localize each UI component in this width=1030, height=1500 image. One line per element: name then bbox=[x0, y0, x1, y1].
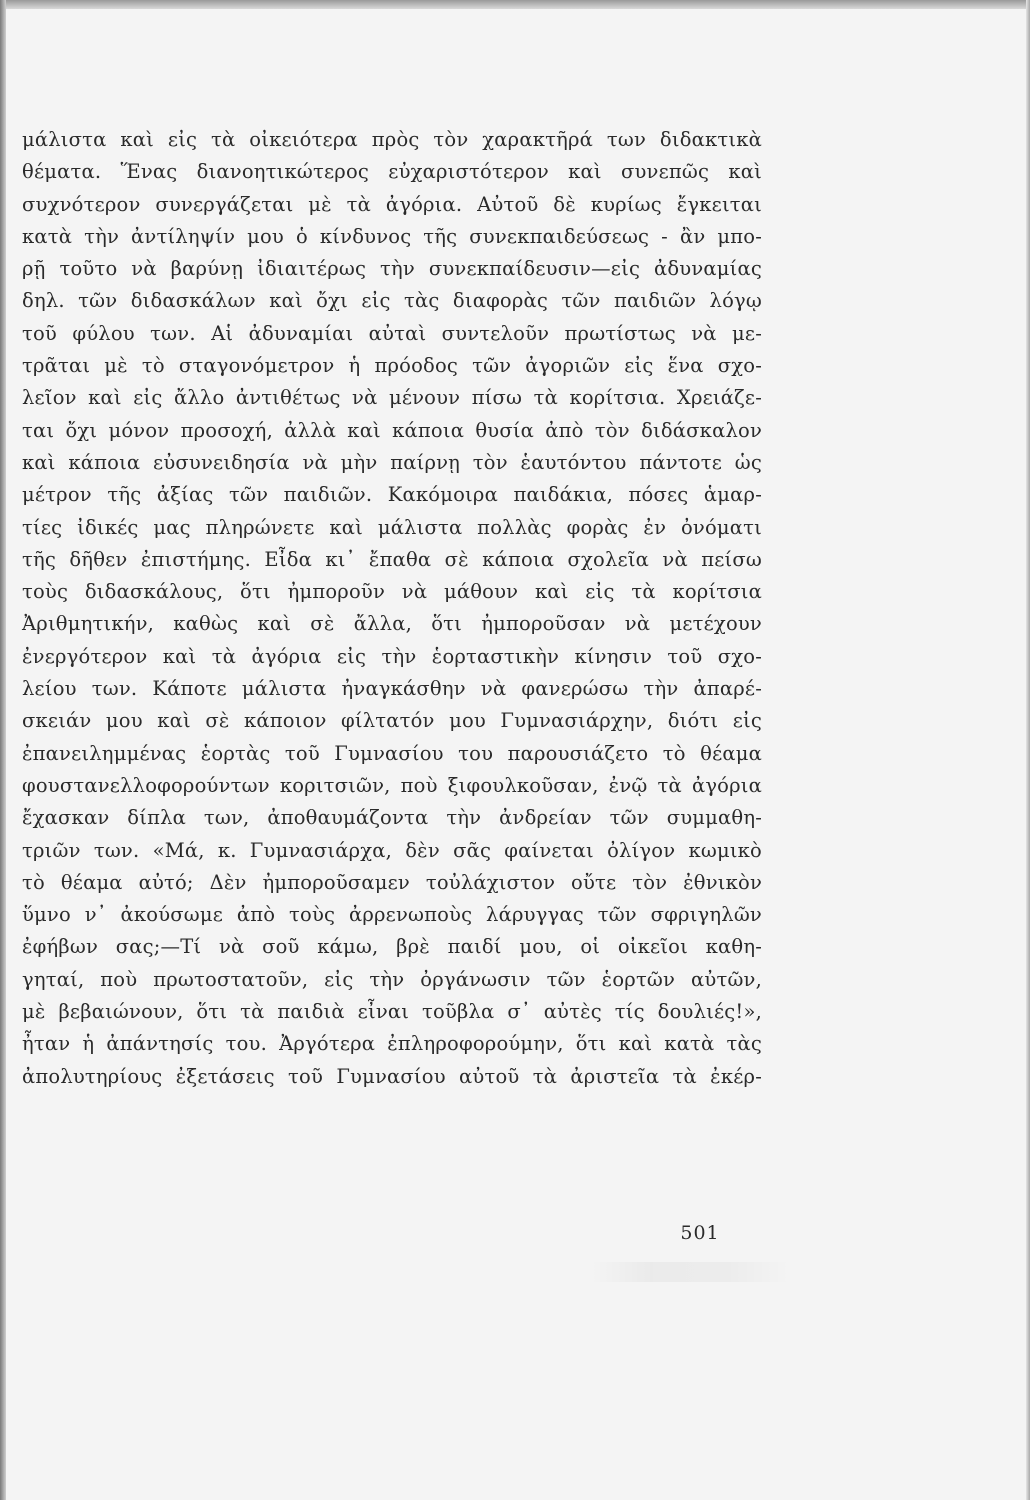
text-line: τρᾶται μὲ τὸ σταγονόμετρον ἡ πρόοδος τῶν ἀγοριῶν εἰς ἕνα σχο- bbox=[22, 354, 762, 378]
text-line: τίες ἰδικές μας πληρώνετε καὶ μάλιστα πολλὰς φορὰς ἐν ὀνόματι bbox=[22, 515, 762, 539]
text-line: ἔχασκαν δίπλα των, ἀποθαυμάζοντα τὴν ἀνδρείαν τῶν συμμαθη- bbox=[22, 806, 762, 830]
text-line: μάλιστα καὶ εἰς τὰ οἰκειότερα πρὸς τὸν χαρακτῆρά των διδακτικὰ bbox=[22, 128, 762, 151]
text-line: μὲ βεβαιώνουν, ὅτι τὰ παιδιὰ εἶναι τοῦβλα σ᾽ αὐτὲς τίς δουλιές!», bbox=[22, 1000, 762, 1024]
text-line: γηταί, ποὺ πρωτοστατοῦν, εἰς τὴν ὀργάνωσιν τῶν ἑορτῶν αὐτῶν, bbox=[22, 967, 762, 991]
text-line: ἐφήβων σας;—Τί νὰ σοῦ κάμω, βρὲ παιδί μου, οἱ οἰκεῖοι καθη- bbox=[22, 935, 762, 959]
text-line: τὸ θέαμα αὐτό; Δὲν ἠμποροῦσαμεν τοὐλάχιστον οὔτε τὸν ἐθνικὸν bbox=[22, 870, 762, 894]
text-line: φουστανελλοφορούντων κοριτσιῶν, ποὺ ξιφουλκοῦσαν, ἐνῷ τὰ ἀγόρια bbox=[22, 773, 762, 797]
text-line: τῆς δῆθεν ἐπιστήμης. Εἶδα κι᾽ ἔπαθα σὲ κάποια σχολεῖα νὰ πείσω bbox=[22, 547, 762, 571]
text-line: λεῖον καὶ εἰς ἄλλο ἀντιθέτως νὰ μένουν πίσω τὰ κορίτσια. Χρειάζε- bbox=[22, 386, 762, 410]
text-line: ἀπολυτηρίους ἐξετάσεις τοῦ Γυμνασίου αὐτοῦ τὰ ἀριστεῖα τὰ ἐκέρ- bbox=[22, 1064, 762, 1088]
text-line: τοῦ φύλου των. Αἱ ἀδυναμίαι αὐταὶ συντελοῦν πρωτίστως νὰ με- bbox=[22, 321, 762, 345]
text-line: ὕμνο ν᾽ ἀκούσωμε ἀπὸ τοὺς ἀρρενωποὺς λάρυγγας τῶν σφριγηλῶν bbox=[22, 903, 762, 927]
text-line: συχνότερον συνεργάζεται μὲ τὰ ἀγόρια. Αὐτοῦ δὲ κυρίως ἔγκειται bbox=[22, 192, 762, 216]
text-line: ἦταν ἡ ἀπάντησίς του. Ἀργότερα ἐπληροφορούμην, ὅτι καὶ κατὰ τὰς bbox=[22, 1032, 762, 1056]
scan-top-edge bbox=[0, 0, 1030, 9]
scan-right-edge bbox=[1026, 0, 1030, 1500]
text-line: ἐνεργότερον καὶ τὰ ἀγόρια εἰς τὴν ἑορταστικὴν κίνησιν τοῦ σχο- bbox=[22, 644, 762, 668]
scan-left-edge bbox=[0, 0, 6, 1500]
body-text bbox=[22, 124, 762, 1093]
text-line: ἐπανειλημμένας ἑορτὰς τοῦ Γυμνασίου του παρουσιάζετο τὸ θέαμα bbox=[22, 741, 762, 765]
text-line: καὶ κάποια εὐσυνειδησία νὰ μὴν παίρνῃ τὸν ἑαυτόντου πάντοτε ὡς bbox=[22, 450, 762, 474]
text-line: Ἀριθμητικήν, καθὼς καὶ σὲ ἄλλα, ὅτι ἠμποροῦσαν νὰ μετέχουν bbox=[22, 612, 762, 636]
text-line: λείου των. Κάποτε μάλιστα ἠναγκάσθην νὰ φανερώσω τὴν ἀπαρέ- bbox=[22, 677, 762, 701]
text-line: θέματα. Ἕνας διανοητικώτερος εὐχαριστότερον καὶ συνεπῶς καὶ bbox=[22, 160, 762, 184]
text-line: ρῇ τοῦτο νὰ βαρύνῃ ἰδιαιτέρως τὴν συνεκπαίδευσιν—εἰς ἀδυναμίας bbox=[22, 257, 762, 281]
show-through-shadow bbox=[590, 1262, 790, 1282]
text-line: ται ὄχι μόνον προσοχή, ἀλλὰ καὶ κάποια θυσία ἀπὸ τὸν διδάσκαλον bbox=[22, 418, 762, 442]
text-line: μέτρον τῆς ἀξίας τῶν παιδιῶν. Κακόμοιρα παιδάκια, πόσες ἁμαρ- bbox=[22, 483, 762, 507]
page-number: 501 bbox=[680, 1222, 720, 1244]
text-line: τοὺς διδασκάλους, ὅτι ἠμποροῦν νὰ μάθουν καὶ εἰς τὰ κορίτσια bbox=[22, 580, 762, 604]
text-line: σκειάν μου καὶ σὲ κάποιον φίλτατόν μου Γυμνασιάρχην, διότι εἰς bbox=[22, 709, 762, 733]
text-line: κατὰ τὴν ἀντίληψίν μου ὁ κίνδυνος τῆς συνεκπαιδεύσεως - ἂν μπο- bbox=[22, 224, 762, 248]
text-line: τριῶν των. «Μά, κ. Γυμνασιάρχα, δὲν σᾶς φαίνεται ὀλίγον κωμικὸ bbox=[22, 838, 762, 862]
text-line: δηλ. τῶν διδασκάλων καὶ ὄχι εἰς τὰς διαφορὰς τῶν παιδιῶν λόγῳ bbox=[22, 289, 762, 313]
